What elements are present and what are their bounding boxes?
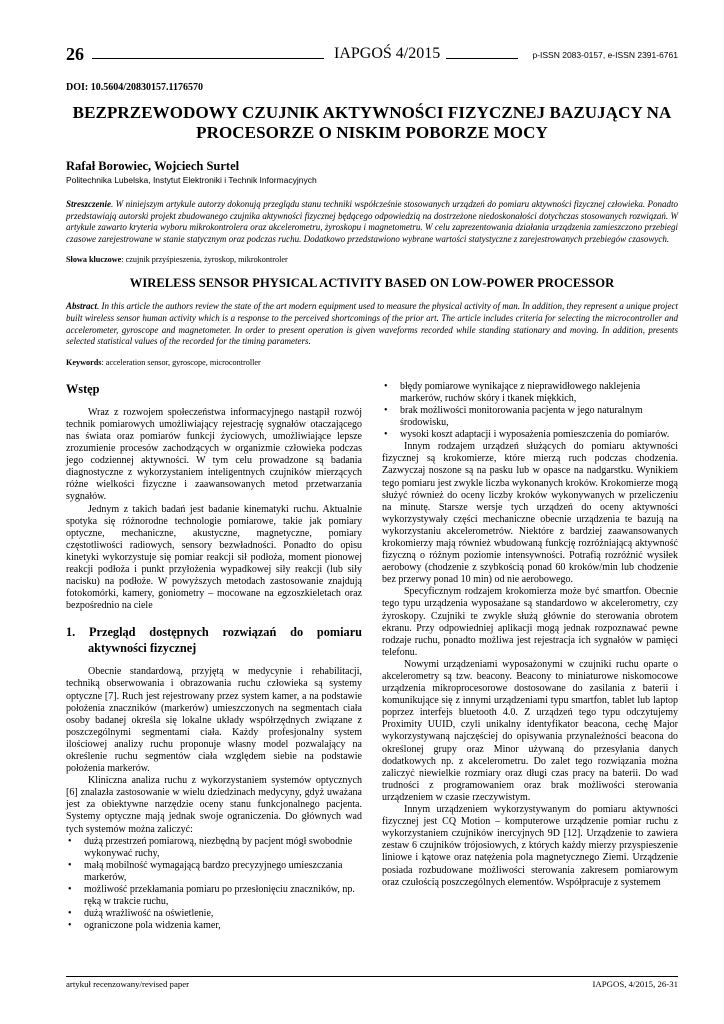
list-item: • dużą przestrzeń pomiarową, niezbędną by pacjent mógł swobodnie wykonywać ruchy, <box>84 836 362 860</box>
page-number: 26 <box>66 44 84 64</box>
list-item: • brak możliwości monitorowania pacjenta w jego naturalnym środowisku, <box>400 405 678 429</box>
abstract-en-label: Abstract <box>66 301 98 312</box>
journal-name: IAPGOŚ 4/2015 <box>328 45 446 63</box>
abstract-pl-text: . W niniejszym artykule autorzy dokonują przeglądu stanu techniki współcześnie stosowanych urządzeń do pomiaru aktywności fizycznej człowieka. Ponadto przedstawiają autorski projekt zbudowanego czujnika aktywności fizycznej będącego odpowiedzią na dostrzeżone niedoskonałości dotychczas stosowanych rozwiązań. W artykule zawarto kryteria wyboru mikrokontrolera oraz akcelerometru, żyroskopu i magnetometru. W celu zaprezentowania działania urządzenia zamieszczono przebiegi czasowe zarejestrowane w stanie statycznym oraz podczas ruchu. Dodatkowo przedstawiono wybrane wartości statystyczne z zarejestrowanych przebiegów czasowych. <box>66 199 678 244</box>
abstract-en <box>66 301 678 347</box>
keywords-en-label: Keywords <box>66 357 102 367</box>
paragraph: Nowymi urządzeniami wyposażonymi w czujniki ruchu oparte o akcelerometry są tzw. beacony. Beacony to miniaturowe niskomocowe urządzenia mikroprocesorowe dostosowane do zasilania z baterii i komunikujące się z innymi urządzeniami typu smartfon, tablet lub laptop poprzez interfejs bluetooth 4.0. Z urządzeń tego typu odczytujemy Proximity UUID, czyli unikalny identyfikator beacona, cechę Major wykorzystywaną najczęściej do opisywania przynależności beacona do określonej grupy oraz Minor używaną do przesyłania danych dodatkowych np. z akcelerometru. Do zalet tego rozwiązania można zaliczyć niewielkie rozmiary oraz długi czas pracy na baterii. Do wad trudności z programowaniem oraz brak możliwości sterowania urządzeniem w czasie rzeczywistym. <box>382 658 678 803</box>
keywords-pl-label: Słowa kluczowe <box>66 255 122 265</box>
paragraph: Obecnie standardową, przyjętą w medycynie i rehabilitacji, techniką obserwowania i obrazowania ruchu człowieka są systemy optyczne [7]. Ruch jest rejestrowany przez system kamer, a na podstawie położenia znaczników (markerów) umieszczonych na segmentach ciała osoby badanej określa się lokalne układy współrzędnych związane z poszczególnymi segmentami ciała. Każdy profesjonalny system ilościowej analizy ruchu proponuje własny model pozwalający na określenie ruchu segmentów ciała względem siebie na podstawie położenia markerów. <box>66 666 362 775</box>
paper-title-pl: BEZPRZEWODOWY CZUJNIK AKTYWNOŚCI FIZYCZNEJ BAZUJĄCY NA PROCESORZE O NISKIM POBORZE MOCY <box>72 103 672 142</box>
list-item: • ograniczone pola widzenia kamer, <box>84 920 362 932</box>
paragraph: Kliniczna analiza ruchu z wykorzystaniem systemów optycznych [6] znalazła zastosowanie w wielu dziedzinach medycyny, gdyż uważana jest za obiektywne narzędzie oceny stanu funkcjonalnego pacjenta. Systemy optyczne mają jednak swoje ograniczenia. Do głównych wad tych systemów można zaliczyć: <box>66 775 362 835</box>
paragraph: Innym rodzajem urządzeń służących do pomiaru aktywności fizycznej są krokomierze, które mierzą ruch podczas chodzenia. Zazwyczaj noszone są na pasku lub w opasce na nadgarstku. Wynikiem tego pomiaru jest zwykle liczba wykonanych kroków. Krokomierze mogą służyć również do oceny liczby kroków wykonywanych w przeliczeniu na minutę. Starsze wersje tych urządzeń do oceny aktywności wykorzystywały części mechaniczne obecnie urządzenia te bazują na wykorzystaniu akcelerometrów. Niektóre z bardziej zaawansowanych krokomierzy mają również wbudowaną funkcję rozróżniającą aktywność fizyczną o różnym poziomie intensywności. Potrafią rozróżnić wysiłek aerobowy (chodzenie z szybkością ponad 60 kroków/min lub chodzenie bez przerwy ponad 10 min) od nie aerobowego. <box>382 441 678 586</box>
page-footer <box>66 976 678 989</box>
list-item: • możliwość przekłamania pomiaru po przesłonięciu znaczników, np. ręką w trakcie ruchu, <box>84 884 362 908</box>
abstract-pl-label: Streszczenie <box>66 199 111 209</box>
keywords-en <box>66 358 678 367</box>
footer-citation: IAPGOS, 4/2015, 26-31 <box>592 979 678 989</box>
keywords-en-text: : acceleration sensor, gyroscope, microcontroller <box>101 357 261 367</box>
list-item: • błędy pomiarowe wynikające z nieprawidłowego naklejenia markerów, ruchów skóry i tkanek miękkich, <box>400 381 678 405</box>
list-item: • dużą wrażliwość na oświetlenie, <box>84 908 362 920</box>
intro-heading: Wstęp <box>66 381 100 396</box>
list-item: • wysoki koszt adaptacji i wyposażenia pomieszczenia do pomiarów. <box>400 429 678 441</box>
body-columns <box>66 381 678 981</box>
page-header <box>66 44 678 70</box>
authors: Rafał Borowiec, Wojciech Surtel <box>66 159 240 173</box>
paragraph: Jednym z takich badań jest badanie kinematyki ruchu. Aktualnie spotyka się różnorodne technologie pomiarowe, takie jak pomiary optyczne, mechaniczne, akustyczne, magnetyczne, pomiary częstotliwości radiowych, sensory bezwładności. Ponadto do opisu kinetyki wykorzystuje się pomiar reakcji sił podłoża, moment pionowej reakcji podłoża i punkt przyłożenia wypadkowej siły reakcji (lub siły nacisku) na podłoże. W powyższych metodach zastosowanie znajdują fotokomórki, kamery, goniometry – mocowane na egzoszkieletach oraz bezpośrednio na ciele <box>66 503 362 612</box>
page <box>66 44 678 981</box>
right-column <box>382 381 678 889</box>
paragraph: Specyficznym rodzajem krokomierza może być smartfon. Obecnie tego typu urządzenia wyposażane są standardowo w akcelerometry, czy żyroskopy. Czujniki te zwykle służą głównie do sterowania obrotem ekranu. Przy odpowiedniej aplikacji mogą jednak rozpoznawać pewne rodzaje ruchu, ponadto możliwa jest rejestracja ich sygnałów w pamięci telefonu. <box>382 586 678 658</box>
paper-title-en: WIRELESS SENSOR PHYSICAL ACTIVITY BASED ON LOW-POWER PROCESSOR <box>129 276 615 291</box>
keywords-pl <box>66 255 678 264</box>
paragraph: Wraz z rozwojem społeczeństwa informacyjnego nastąpił rozwój technik pomiarowych umożliwiający rejestrację sygnałów otaczającego nas świata oraz pomiarów funkcji życiowych, umożliwiające lepsze zrozumienie procesów zachodzących w organizmie człowieka podczas jego codziennej aktywności. W tym celu prowadzone są badania diagnostyczne z wykorzystaniem inteligentnych czujników mierzących różne wielkości fizyczne i zaawansowanych metod przetwarzania sygnałów. <box>66 406 362 503</box>
left-column <box>66 381 362 933</box>
abstract-en-text: . In this article the authors review the state of the art modern equipment used to measure the physical activity of man. In addition, they represent a unique project built wireless sensor human activity which is a response to the perceived shortcomings of the prior art. The article includes criteria for selecting the microcontroller and accelerometer, gyroscope and magnetometer. In order to present operation is given waveforms recorded while standing stationary and moving. In addition, presents selected statistical values of the recorded for the timing parameters. <box>66 301 678 347</box>
section1-heading: 1. Przegląd dostępnych rozwiązań do pomiaru aktywności fizycznej <box>66 625 362 656</box>
paragraph: Innym urządzeniem wykorzystywanym do pomiaru aktywności fizycznej jest CQ Motion – komputerowe urządzenie pomiar ruchu z wykorzystaniem czujników inercyjnych 9D [12]. Urządzenie to zawiera zestaw 6 czujników trójosiowych, z których każdy mierzy przyspieszenie liniowe i kątowe oraz natężenia pola magnetycznego Ziemi. Urządzenie posiada rozbudowane możliwości sterowania zakresem pomiarowym oraz czułością poszczególnych elementów. Współpracuje z systemem <box>382 804 678 888</box>
header-rule-left <box>92 58 324 59</box>
issn: p-ISSN 2083-0157, e-ISSN 2391-6761 <box>532 50 678 60</box>
bullet-list <box>66 836 362 933</box>
list-item: • małą mobilność wymagającą bardzo precyzyjnego umieszczania markerów, <box>84 860 362 884</box>
footer-review-note: artykuł recenzowany/revised paper <box>66 979 190 989</box>
doi[interactable]: DOI: 10.5604/20830157.1176570 <box>66 82 203 93</box>
bullet-list <box>382 381 678 441</box>
abstract-pl <box>66 199 678 245</box>
affiliation: Politechnika Lubelska, Instytut Elektroniki i Technik Informacyjnych <box>66 175 317 185</box>
keywords-pl-text: : czujnik przyśpieszenia, żyroskop, mikrokontroler <box>121 255 288 265</box>
